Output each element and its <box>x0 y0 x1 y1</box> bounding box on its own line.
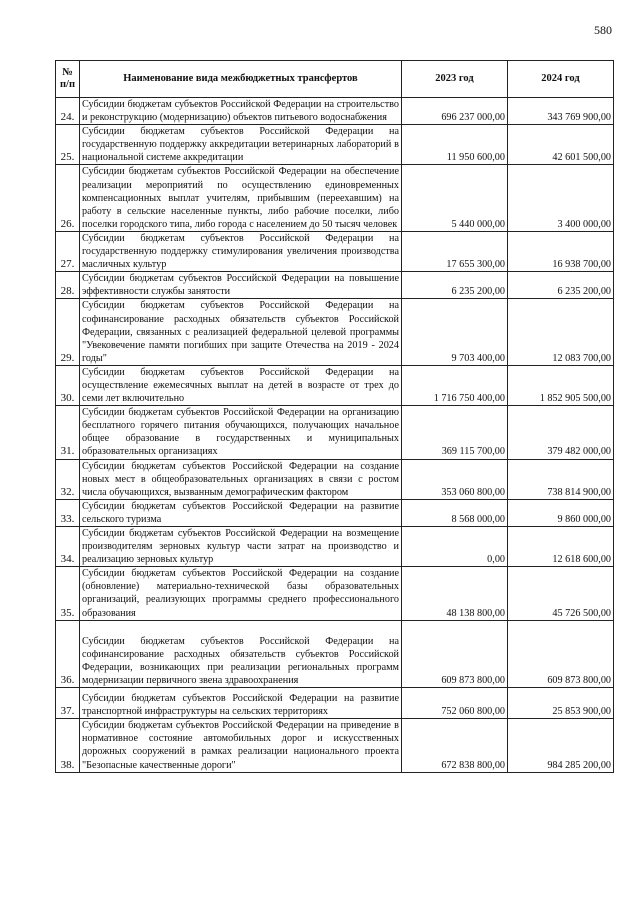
table-row <box>56 231 614 271</box>
table-row <box>56 688 614 719</box>
row-number: 38. <box>56 719 80 772</box>
amount-2023: 1 716 750 400,00 <box>402 365 508 405</box>
transfer-name: Субсидии бюджетам субъектов Российской Федерации на государственную поддержку аккредитации ветеринарных лабораторий в национальной системе аккредитации <box>80 125 402 165</box>
table-header-row <box>56 61 614 98</box>
transfer-name: Субсидии бюджетам субъектов Российской Федерации на развитие транспортной инфраструктуры на сельских территориях <box>80 688 402 719</box>
amount-2023: 369 115 700,00 <box>402 406 508 459</box>
transfer-name: Субсидии бюджетам субъектов Российской Федерации на организацию бесплатного горячего питания обучающихся, получающих начальное общее образование в государственных и муниципальных образовательных организациях <box>80 406 402 459</box>
transfer-name: Субсидии бюджетам субъектов Российской Федерации на строительство и реконструкцию (модернизацию) объектов питьевого водоснабжения <box>80 98 402 125</box>
amount-2024: 1 852 905 500,00 <box>508 365 614 405</box>
transfer-name: Субсидии бюджетам субъектов Российской Федерации на обеспечение реализации мероприятий по осуществлению единовременных компенсационных выплат учителям, прибывшим (переехавшим) на работу в сельские населенные пункты, либо рабочие поселки, либо поселки городского типа, либо города с населением до 50 тысяч человек <box>80 165 402 231</box>
table-row <box>56 459 614 499</box>
row-number: 25. <box>56 125 80 165</box>
row-number: 37. <box>56 688 80 719</box>
transfer-name: Субсидии бюджетам субъектов Российской Федерации на софинансирование расходных обязательств субъектов Российской Федерации, возникающих при реализации региональных программ модернизации первичного звена здравоохранения <box>80 620 402 687</box>
table-row <box>56 165 614 231</box>
table-row <box>56 98 614 125</box>
row-number: 30. <box>56 365 80 405</box>
amount-2023: 17 655 300,00 <box>402 231 508 271</box>
amount-2024: 343 769 900,00 <box>508 98 614 125</box>
transfer-name: Субсидии бюджетам субъектов Российской Федерации на создание (обновление) материально-технической базы образовательных организаций, реализующих программы среднего профессионального образования <box>80 567 402 620</box>
row-number: 28. <box>56 272 80 299</box>
table-row <box>56 365 614 405</box>
amount-2024: 12 083 700,00 <box>508 299 614 365</box>
amount-2023: 0,00 <box>402 527 508 567</box>
header-2024: 2024 год <box>508 61 614 98</box>
row-number: 32. <box>56 459 80 499</box>
page-number: 580 <box>594 23 612 37</box>
transfer-name: Субсидии бюджетам субъектов Российской Федерации на приведение в нормативное состояние автомобильных дорог и искусственных дорожных сооружений в рамках реализации национального проекта "Безопасные качественные дороги" <box>80 719 402 772</box>
amount-2024: 42 601 500,00 <box>508 125 614 165</box>
amount-2024: 738 814 900,00 <box>508 459 614 499</box>
amount-2023: 672 838 800,00 <box>402 719 508 772</box>
table-row <box>56 299 614 365</box>
row-number: 36. <box>56 620 80 687</box>
table-row <box>56 272 614 299</box>
header-name: Наименование вида межбюджетных трансфертов <box>80 61 402 98</box>
table-row <box>56 499 614 526</box>
table-row <box>56 527 614 567</box>
header-num: № п/п <box>56 61 80 98</box>
amount-2023: 11 950 600,00 <box>402 125 508 165</box>
amount-2024: 3 400 000,00 <box>508 165 614 231</box>
amount-2024: 12 618 600,00 <box>508 527 614 567</box>
row-number: 27. <box>56 231 80 271</box>
amount-2023: 6 235 200,00 <box>402 272 508 299</box>
transfer-name: Субсидии бюджетам субъектов Российской Федерации на государственную поддержку стимулирования увеличения производства масличных культур <box>80 231 402 271</box>
amount-2024: 16 938 700,00 <box>508 231 614 271</box>
amount-2024: 9 860 000,00 <box>508 499 614 526</box>
amount-2023: 9 703 400,00 <box>402 299 508 365</box>
amount-2023: 609 873 800,00 <box>402 620 508 687</box>
row-number: 24. <box>56 98 80 125</box>
transfer-name: Субсидии бюджетам субъектов Российской Федерации на развитие сельского туризма <box>80 499 402 526</box>
transfer-name: Субсидии бюджетам субъектов Российской Федерации на софинансирование расходных обязательств субъектов Российской Федерации, связанных с реализацией федеральной целевой программы "Увековечение памяти погибших при защите Отечества на 2019 - 2024 годы" <box>80 299 402 365</box>
amount-2023: 48 138 800,00 <box>402 567 508 620</box>
row-number: 29. <box>56 299 80 365</box>
amount-2023: 353 060 800,00 <box>402 459 508 499</box>
amount-2024: 984 285 200,00 <box>508 719 614 772</box>
header-2023: 2023 год <box>402 61 508 98</box>
row-number: 33. <box>56 499 80 526</box>
table-row <box>56 125 614 165</box>
transfer-name: Субсидии бюджетам субъектов Российской Федерации на возмещение производителям зерновых культур части затрат на производство и реализацию зерновых культур <box>80 527 402 567</box>
amount-2024: 45 726 500,00 <box>508 567 614 620</box>
row-number: 34. <box>56 527 80 567</box>
table-row <box>56 620 614 687</box>
amount-2024: 25 853 900,00 <box>508 688 614 719</box>
transfers-table <box>55 60 614 773</box>
amount-2023: 8 568 000,00 <box>402 499 508 526</box>
table-row <box>56 567 614 620</box>
amount-2023: 696 237 000,00 <box>402 98 508 125</box>
row-number: 31. <box>56 406 80 459</box>
transfer-name: Субсидии бюджетам субъектов Российской Федерации на повышение эффективности службы занятости <box>80 272 402 299</box>
transfer-name: Субсидии бюджетам субъектов Российской Федерации на создание новых мест в общеобразовательных организациях в связи с ростом числа обучающихся, вызванным демографическим фактором <box>80 459 402 499</box>
amount-2024: 609 873 800,00 <box>508 620 614 687</box>
table-row <box>56 719 614 772</box>
amount-2023: 5 440 000,00 <box>402 165 508 231</box>
row-number: 26. <box>56 165 80 231</box>
table-row <box>56 406 614 459</box>
amount-2023: 752 060 800,00 <box>402 688 508 719</box>
amount-2024: 379 482 000,00 <box>508 406 614 459</box>
row-number: 35. <box>56 567 80 620</box>
amount-2024: 6 235 200,00 <box>508 272 614 299</box>
transfer-name: Субсидии бюджетам субъектов Российской Федерации на осуществление ежемесячных выплат на детей в возрасте от трех до семи лет включительно <box>80 365 402 405</box>
